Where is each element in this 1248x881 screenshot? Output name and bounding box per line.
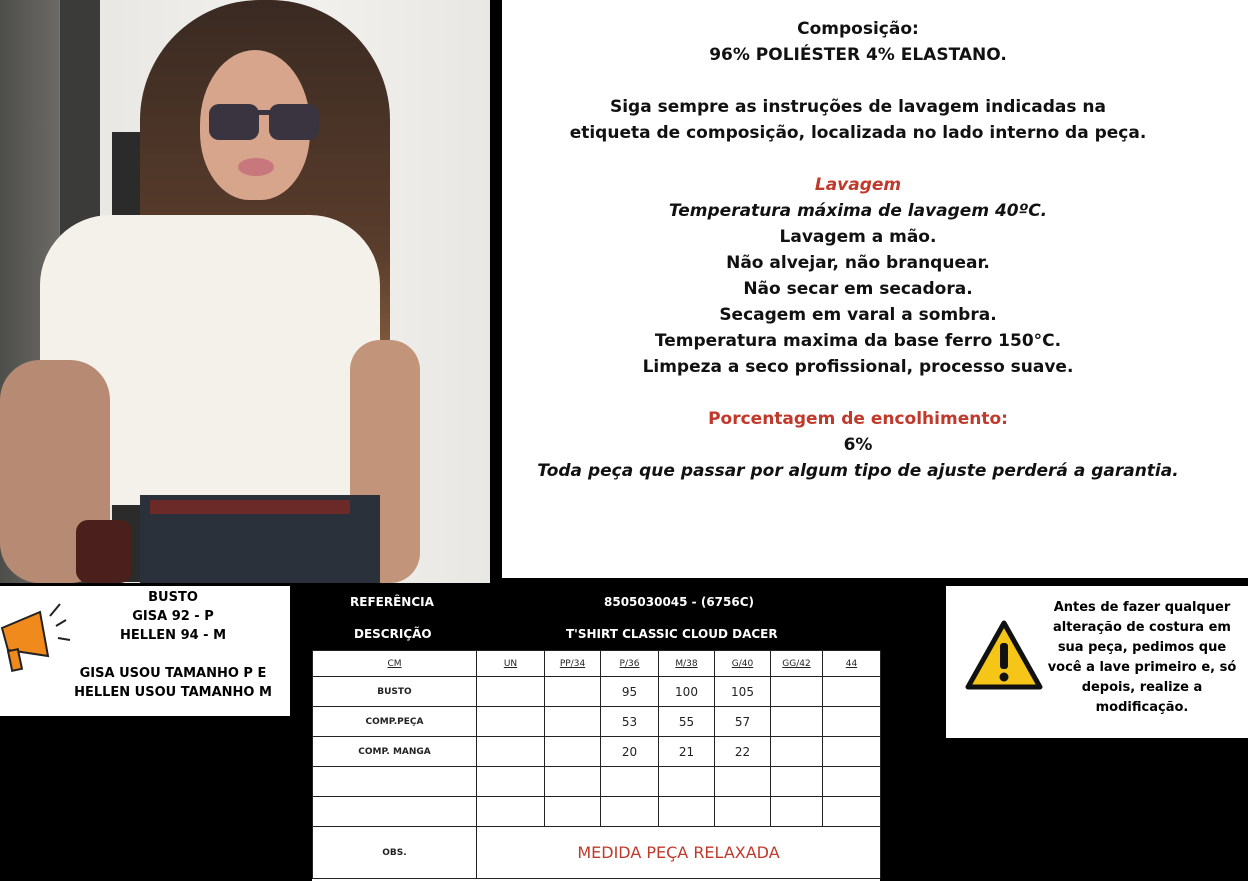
note-extra: HELLEN USOU TAMANHO M [74, 685, 272, 700]
table-cell [545, 677, 601, 707]
obs-value: MEDIDA PEÇA RELAXADA [477, 827, 881, 879]
warning-icon [964, 619, 1044, 691]
table-cell [477, 737, 545, 767]
shrink-value: 6% [843, 435, 873, 455]
model-belt [150, 500, 350, 514]
warranty-note: Toda peça que passar por algum tipo de ajuste perderá a garantia. [537, 461, 1179, 481]
table-cell [477, 707, 545, 737]
note-line: BUSTO [148, 590, 198, 605]
table-row-empty [313, 767, 881, 797]
model-lips [238, 158, 274, 176]
warning-line: Antes de fazer qualquer [1053, 600, 1231, 615]
description-label: DESCRIÇÃO [354, 627, 432, 641]
row-label: BUSTO [313, 677, 477, 707]
wash-line: Não alvejar, não branquear. [726, 253, 990, 273]
table-cell: 22 [715, 737, 771, 767]
warning-line: modificação. [1095, 700, 1189, 715]
column-header-row [313, 651, 881, 677]
instructions-line-1: Siga sempre as instruções de lavagem indicadas na [609, 97, 1106, 117]
column-header: UN [477, 651, 545, 677]
table-cell: 57 [715, 707, 771, 737]
table-cell [771, 707, 823, 737]
reference-row [312, 586, 880, 618]
reference-label: REFERÊNCIA [350, 595, 434, 609]
column-header: PP/34 [545, 651, 601, 677]
table-cell [771, 677, 823, 707]
column-header: P/36 [601, 651, 659, 677]
table-row [313, 677, 881, 707]
table-cell [477, 677, 545, 707]
description-value: T'SHIRT CLASSIC CLOUD DACER [566, 627, 778, 641]
table-cell: 20 [601, 737, 659, 767]
note-extra: GISA USOU TAMANHO P E [79, 666, 267, 681]
warning-line: você a lave primeiro e, só [1047, 660, 1237, 675]
table-cell: 100 [659, 677, 715, 707]
table-cell [545, 707, 601, 737]
table-cell [823, 737, 881, 767]
reference-value: 8505030045 - (6756C) [604, 595, 755, 609]
warning-line: sua peça, pedimos que [1057, 640, 1227, 655]
composition-value: 96% POLIÉSTER 4% ELASTANO. [709, 45, 1007, 65]
wash-line: Secagem em varal a sombra. [719, 305, 997, 325]
table-cell: 53 [601, 707, 659, 737]
warning-text [1046, 598, 1238, 718]
wash-line: Não secar em secadora. [743, 279, 973, 299]
model-bag [76, 520, 132, 583]
model-photo [0, 0, 490, 583]
table-cell [545, 737, 601, 767]
row-label: COMP.PEÇA [313, 707, 477, 737]
wash-line: Lavagem a mão. [779, 227, 937, 247]
column-header: M/38 [659, 651, 715, 677]
column-header: GG/42 [771, 651, 823, 677]
shrink-title: Porcentagem de encolhimento: [708, 409, 1008, 429]
instructions-line-2: etiqueta de composição, localizada no lado interno da peça. [569, 123, 1147, 143]
obs-label: OBS. [313, 827, 477, 879]
wash-line: Limpeza a seco profissional, processo suave. [642, 357, 1074, 377]
care-instructions [502, 0, 1248, 578]
column-header: 44 [823, 651, 881, 677]
table-cell [823, 677, 881, 707]
table-cell: 95 [601, 677, 659, 707]
warning-line: alteração de costura em [1053, 620, 1231, 635]
composition-title: Composição: [797, 19, 919, 39]
table-cell: 55 [659, 707, 715, 737]
table-cell [823, 707, 881, 737]
sunglasses-icon [205, 100, 325, 146]
wash-line: Temperatura máxima de lavagem 40ºC. [668, 201, 1048, 221]
table-row-empty [313, 797, 881, 827]
wash-title: Lavagem [814, 175, 902, 195]
description-row [312, 618, 880, 650]
column-header: G/40 [715, 651, 771, 677]
column-header: CM [313, 651, 477, 677]
table-cell: 21 [659, 737, 715, 767]
table-row [313, 737, 881, 767]
alteration-warning [946, 586, 1248, 738]
warning-line: depois, realize a [1081, 680, 1203, 695]
row-label: COMP. MANGA [313, 737, 477, 767]
size-table [312, 586, 880, 881]
obs-row [313, 827, 881, 879]
table-cell: 105 [715, 677, 771, 707]
table-cell [771, 737, 823, 767]
wash-line: Temperatura maxima da base ferro 150°C. [654, 331, 1062, 351]
note-line: HELLEN 94 - M [119, 628, 227, 643]
model-size-note [0, 586, 290, 716]
table-row [313, 707, 881, 737]
measurement-grid [312, 650, 880, 881]
note-line: GISA 92 - P [132, 609, 214, 624]
